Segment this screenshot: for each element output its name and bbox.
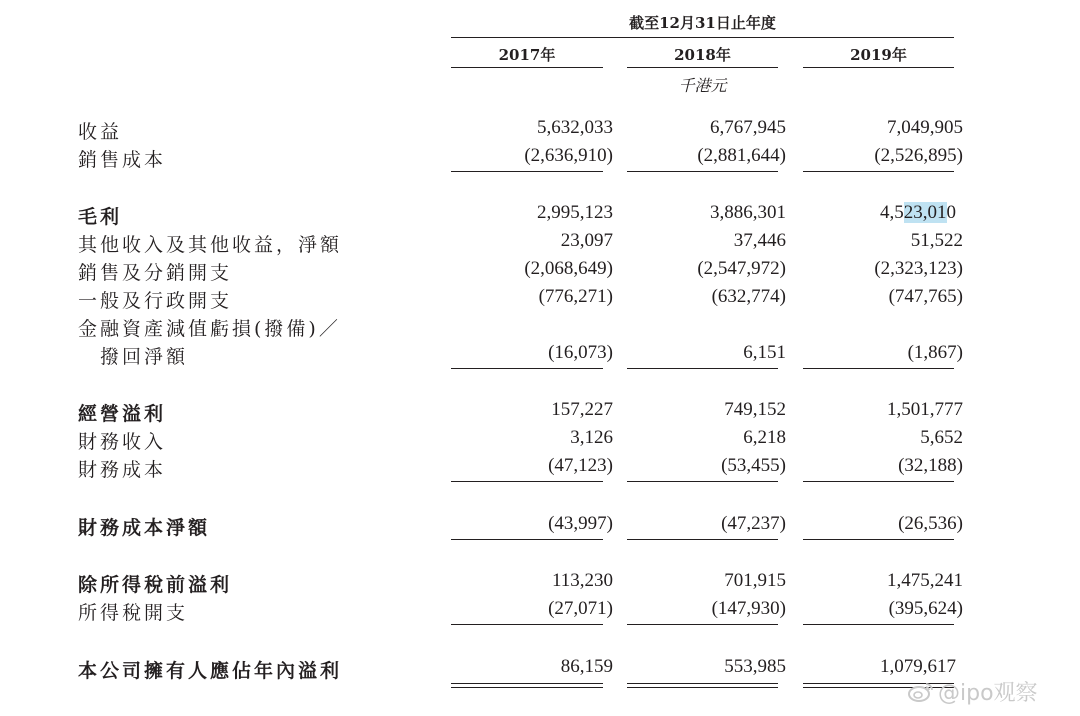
subtotal-rule	[803, 481, 954, 482]
row-value-highlighted	[803, 202, 956, 224]
highlight-prefix: 4,5	[880, 202, 904, 223]
row-value: (747,765)	[888, 286, 963, 307]
year-2018-rule	[627, 67, 778, 68]
row-value: (2,547,972)	[697, 258, 786, 279]
subtotal-rule	[451, 171, 603, 172]
row-value: 37,446	[733, 230, 786, 251]
year-2017-header: 2017年	[498, 46, 556, 64]
selected-text[interactable]: 23,01	[903, 202, 947, 223]
row-value: 2,995,123	[537, 202, 613, 223]
row-value: (2,881,644)	[697, 145, 786, 166]
row-label-selling-expenses: 銷售及分銷開支	[78, 262, 233, 284]
row-value: 701,915	[724, 570, 786, 591]
row-value: (47,123)	[548, 455, 613, 476]
subtotal-rule	[803, 171, 954, 172]
row-value: (16,073)	[548, 342, 613, 363]
row-value: (2,526,895)	[874, 145, 963, 166]
subtotal-rule	[627, 481, 778, 482]
unit-label: 千港元	[678, 76, 727, 95]
row-label-revenue: 收益	[78, 121, 123, 143]
row-label-other-income: 其他收入及其他收益，淨額	[78, 234, 343, 256]
row-value: 23,097	[560, 230, 613, 251]
total-double-rule	[627, 687, 778, 688]
row-value: 6,767,945	[710, 117, 786, 138]
row-value: (32,188)	[898, 455, 963, 476]
year-2019-rule	[803, 67, 954, 68]
row-value: 749,152	[724, 399, 786, 420]
year-2017-rule	[451, 67, 603, 68]
row-value: 1,079,617	[880, 656, 956, 677]
row-value: 157,227	[551, 399, 613, 420]
subtotal-rule	[627, 539, 778, 540]
row-value: (26,536)	[898, 513, 963, 534]
total-double-rule	[627, 683, 778, 684]
row-value: 6,218	[743, 427, 786, 448]
year-2019-header: 2019年	[850, 46, 907, 64]
row-value: (27,071)	[548, 598, 613, 619]
subtotal-rule	[627, 171, 778, 172]
weibo-icon	[908, 681, 934, 703]
total-double-rule	[451, 683, 603, 684]
row-value: 113,230	[551, 570, 613, 591]
subtotal-rule	[451, 481, 603, 482]
row-label-finance-income: 財務收入	[78, 431, 167, 453]
row-value: (2,636,910)	[524, 145, 613, 166]
row-value: 3,886,301	[710, 202, 786, 223]
period-header: 截至12月31日止年度	[629, 14, 776, 32]
row-value: 5,632,033	[537, 117, 613, 138]
row-value: (147,930)	[711, 598, 786, 619]
row-value: (2,323,123)	[874, 258, 963, 279]
row-label-cost-of-sales: 銷售成本	[78, 149, 167, 171]
subtotal-rule	[451, 539, 603, 540]
row-value: 86,159	[560, 656, 613, 677]
row-label-profit-before-tax: 除所得稅前溢利	[78, 574, 233, 596]
row-value: (43,997)	[548, 513, 613, 534]
row-value: 1,501,777	[887, 399, 963, 420]
row-value: (776,271)	[538, 286, 613, 307]
row-label-profit-attributable: 本公司擁有人應佔年內溢利	[78, 660, 343, 682]
year-2018-header: 2018年	[674, 46, 731, 64]
row-value: (395,624)	[888, 598, 963, 619]
total-double-rule	[451, 687, 603, 688]
row-value: 553,985	[724, 656, 786, 677]
row-label-admin-expenses: 一般及行政開支	[78, 290, 233, 312]
row-label-gross-profit: 毛利	[78, 206, 123, 228]
row-value: 51,522	[910, 230, 963, 251]
row-label-operating-profit: 經營溢利	[78, 403, 167, 425]
subtotal-rule	[803, 624, 954, 625]
row-value: (1,867)	[907, 342, 963, 363]
watermark-text: @ipo观察	[938, 681, 1038, 706]
row-label-income-tax: 所得稅開支	[78, 602, 189, 624]
row-label-impairment-line2: 撥回淨額	[100, 346, 189, 368]
subtotal-rule	[451, 624, 603, 625]
row-label-finance-costs: 財務成本	[78, 459, 167, 481]
row-value: (47,237)	[721, 513, 786, 534]
subtotal-rule	[627, 624, 778, 625]
row-value: 6,151	[743, 342, 786, 363]
subtotal-rule	[803, 539, 954, 540]
subtotal-rule	[803, 368, 954, 369]
row-value: 5,652	[920, 427, 963, 448]
row-value: (632,774)	[711, 286, 786, 307]
highlight-suffix: 0	[946, 202, 956, 223]
subtotal-rule	[627, 368, 778, 369]
row-label-impairment-line1: 金融資產減值虧損(撥備)／	[78, 318, 341, 340]
period-header-rule	[451, 37, 954, 38]
row-value: (2,068,649)	[524, 258, 613, 279]
row-label-net-finance-costs: 財務成本淨額	[78, 517, 211, 539]
row-value: 3,126	[570, 427, 613, 448]
row-value: 7,049,905	[887, 117, 963, 138]
row-value: 1,475,241	[887, 570, 963, 591]
subtotal-rule	[451, 368, 603, 369]
watermark	[908, 676, 1038, 707]
row-value: (53,455)	[721, 455, 786, 476]
